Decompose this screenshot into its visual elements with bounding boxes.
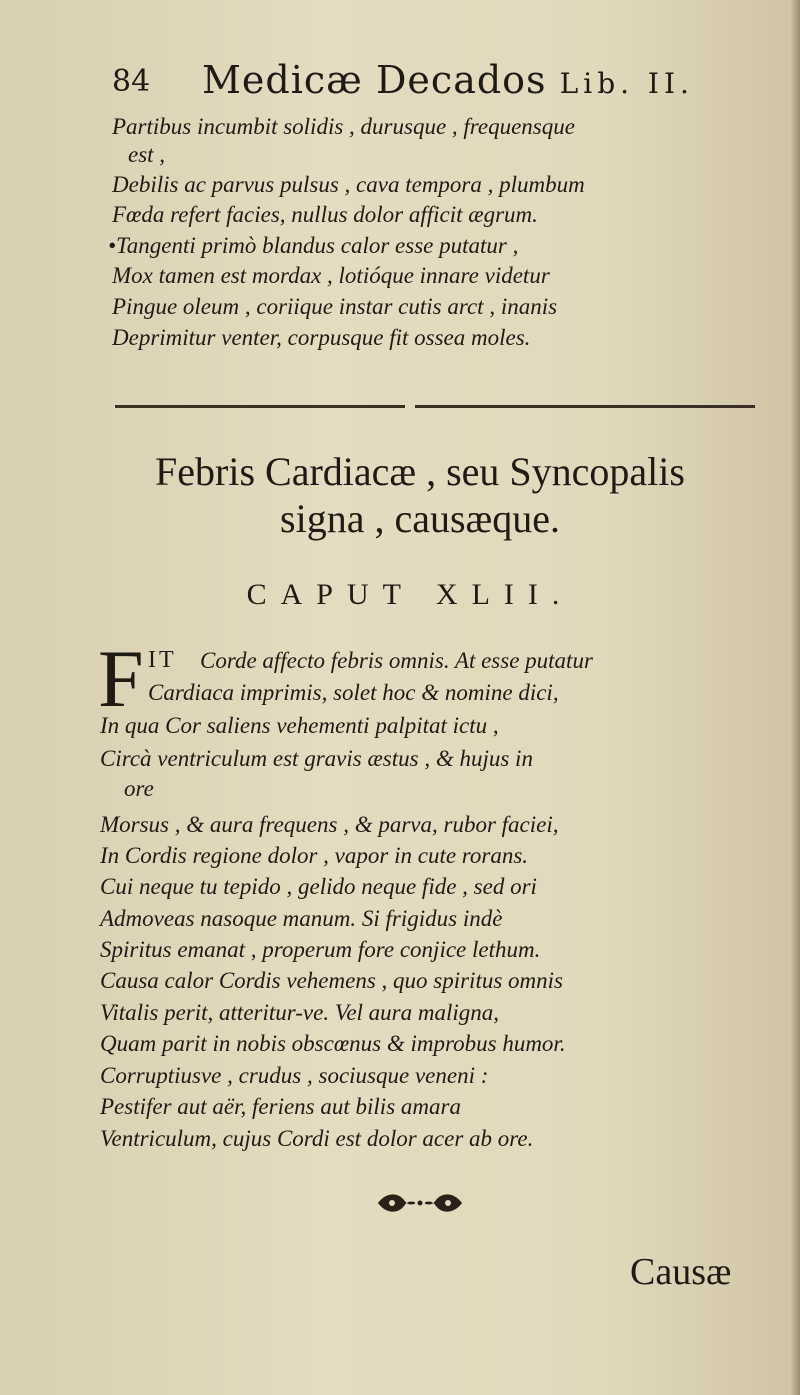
verse-line: Morsus , & aura frequens , & parva, rubor faciei, (100, 812, 559, 837)
verse-line: Deprimitur venter, corpusque fit ossea moles. (112, 325, 531, 350)
verse-line: Fœda refert facies, nullus dolor afficit ægrum. (112, 202, 538, 227)
catchword: Causæ (630, 1251, 732, 1293)
verse-line: Corde affecto febris omnis. At esse putatur (200, 648, 593, 673)
verse-line: Ventriculum, cujus Cordi est dolor acer ab ore. (100, 1126, 534, 1151)
verse-line: Quam parit in nobis obscœnus & improbus humor. (100, 1031, 566, 1056)
verse-line: Debilis ac parvus pulsus , cava tempora , plumbum (112, 172, 585, 197)
chapter-number: CAPUT XLII. (246, 578, 574, 611)
book-label: Lib. II. (559, 67, 694, 100)
verse-line: Circà ventriculum est gravis æstus , & hujus in (100, 746, 533, 771)
verse-line: est , (128, 142, 166, 167)
section-rule-right (415, 405, 755, 408)
verse-line: ore (124, 776, 154, 801)
running-head (202, 58, 694, 102)
verse-line: Spiritus emanat , properum fore conjice lethum. (100, 937, 541, 962)
verse-line: Causa calor Cordis vehemens , quo spiritus omnis (100, 968, 563, 993)
running-header (112, 58, 732, 108)
chapter-title-line1: Febris Cardiacæ , seu Syncopalis (155, 449, 685, 494)
verse-line: Pestifer aut aër, feriens aut bilis amara (100, 1094, 461, 1119)
page-number: 84 (112, 64, 151, 99)
ornament-icon (372, 1188, 468, 1218)
chapter-title-line2: signa , causæque. (280, 496, 560, 541)
section-rule-left (115, 405, 405, 408)
verse-line: Vitalis perit, atteritur-ve. Vel aura maligna, (100, 1000, 500, 1025)
verse-line: Admoveas nasoque manum. Si frigidus indè (100, 906, 503, 931)
verse-line: Pingue oleum , coriique instar cutis arct , inanis (112, 294, 558, 319)
verse-line: Partibus incumbit solidis , durusque , frequensque (112, 114, 575, 139)
verse-line: In Cordis regione dolor , vapor in cute rorans. (100, 843, 529, 868)
drop-cap: F (98, 633, 144, 724)
verse-line: Cui neque tu tepido , gelido neque fide , sed ori (100, 874, 537, 899)
verse-line: In qua Cor saliens vehementi palpitat ictu , (100, 713, 499, 738)
verse-line: Corruptiusve , crudus , sociusque veneni : (100, 1063, 489, 1088)
running-head-title: Medicæ Decados (202, 58, 547, 102)
verse-line: Cardiaca imprimis, solet hoc & nomine dici, (148, 680, 559, 705)
verse-line: •Tangenti primò blandus calor esse putatur , (108, 233, 519, 258)
verse-line: Mox tamen est mordax , lotióque innare videtur (112, 263, 550, 288)
first-word: IT (148, 647, 177, 673)
